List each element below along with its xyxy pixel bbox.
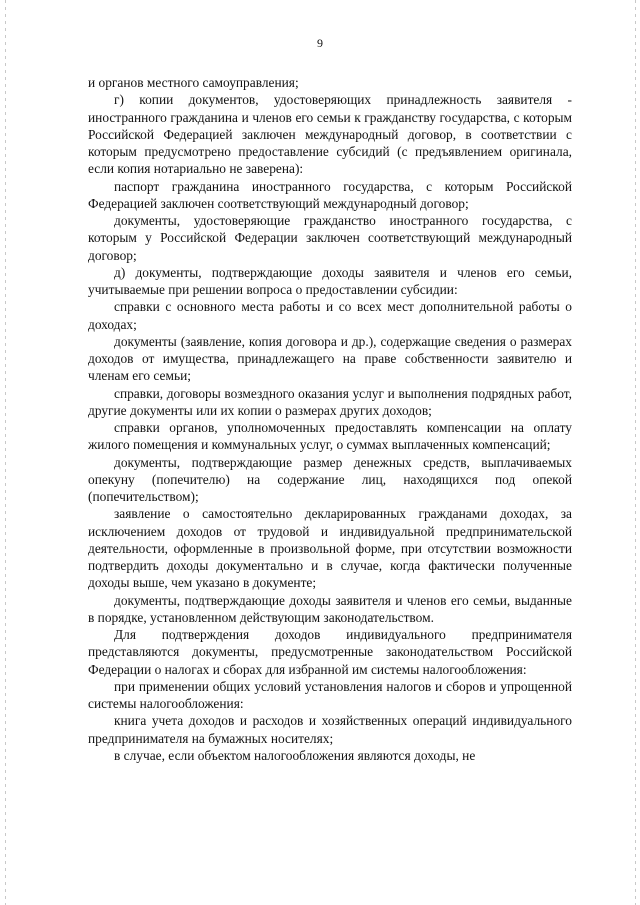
paragraph: в случае, если объектом налогообложения являются доходы, не: [114, 747, 476, 763]
paragraph: Для подтверждения доходов индивидуального предпринимателя представляются документы, предусмотренные законодательством Российской Федерации о налогах и сборах для избранной им системы налогообложения:: [88, 627, 572, 677]
scan-edge-left: [5, 0, 6, 905]
paragraph: паспорт гражданина иностранного государства, с которым Российской Федерацией заключен соответствующий международный договор;: [88, 178, 572, 211]
paragraph: и органов местного самоуправления;: [88, 75, 299, 90]
paragraph: документы (заявление, копия договора и др.), содержащие сведения о размерах доходов от имущества, принадлежащего на праве собственности заявителю и членам его семьи;: [88, 333, 572, 384]
paragraph: при применении общих условий установления налогов и сборов и упрощенной системы налогообложения:: [88, 678, 572, 711]
paragraph: справки с основного места работы и со всех мест дополнительной работы о доходах;: [88, 299, 572, 332]
paragraph: д) документы, подтверждающие доходы заявителя и членов его семьи, учитываемые при решении вопроса о предоставлении субсидии:: [88, 264, 572, 297]
page-number: 9: [317, 36, 323, 50]
scan-edge-right: [635, 0, 636, 905]
paragraph: документы, подтверждающие размер денежных средств, выплачиваемых опекуну (попечителю) на содержание лиц, находящихся под опекой (попечительством);: [88, 454, 572, 504]
paragraph: заявление о самостоятельно декларированных гражданами доходах, за исключением доходов от трудовой и индивидуальной предпринимательской деятельности, оформленные в произвольной форме, при отсутствии возможности подтвердить доходы документально и в случае, когда фактически полученные доходы выше, чем указано в документе;: [88, 506, 572, 591]
paragraph: документы, удостоверяющие гражданство иностранного государства, с которым у Российской Федерации заключен соответствующий международный договор;: [88, 213, 572, 263]
paragraph: справки органов, уполномоченных предоставлять компенсации на оплату жилого помещения и коммунальных услуг, о суммах выплаченных компенсаций;: [88, 420, 572, 453]
document-body: [88, 74, 572, 764]
paragraph: г) копии документов, удостоверяющих принадлежность заявителя - иностранного гражданина и членов его семьи к гражданству государства, с которым Российской Федерацией заключен международный договор, в соответствии с которым предусмотрено предоставление субсидий (с предъявлением оригинала, если копия нотариально не заверена):: [88, 92, 572, 177]
paragraph: книга учета доходов и расходов и хозяйственных операций индивидуального предпринимателя на бумажных носителях;: [88, 713, 572, 746]
paragraph: документы, подтверждающие доходы заявителя и членов его семьи, выданные в порядке, установленном действующим законодательством.: [88, 592, 572, 625]
paragraph: справки, договоры возмездного оказания услуг и выполнения подрядных работ, другие документы или их копии о размерах других доходов;: [88, 385, 572, 418]
